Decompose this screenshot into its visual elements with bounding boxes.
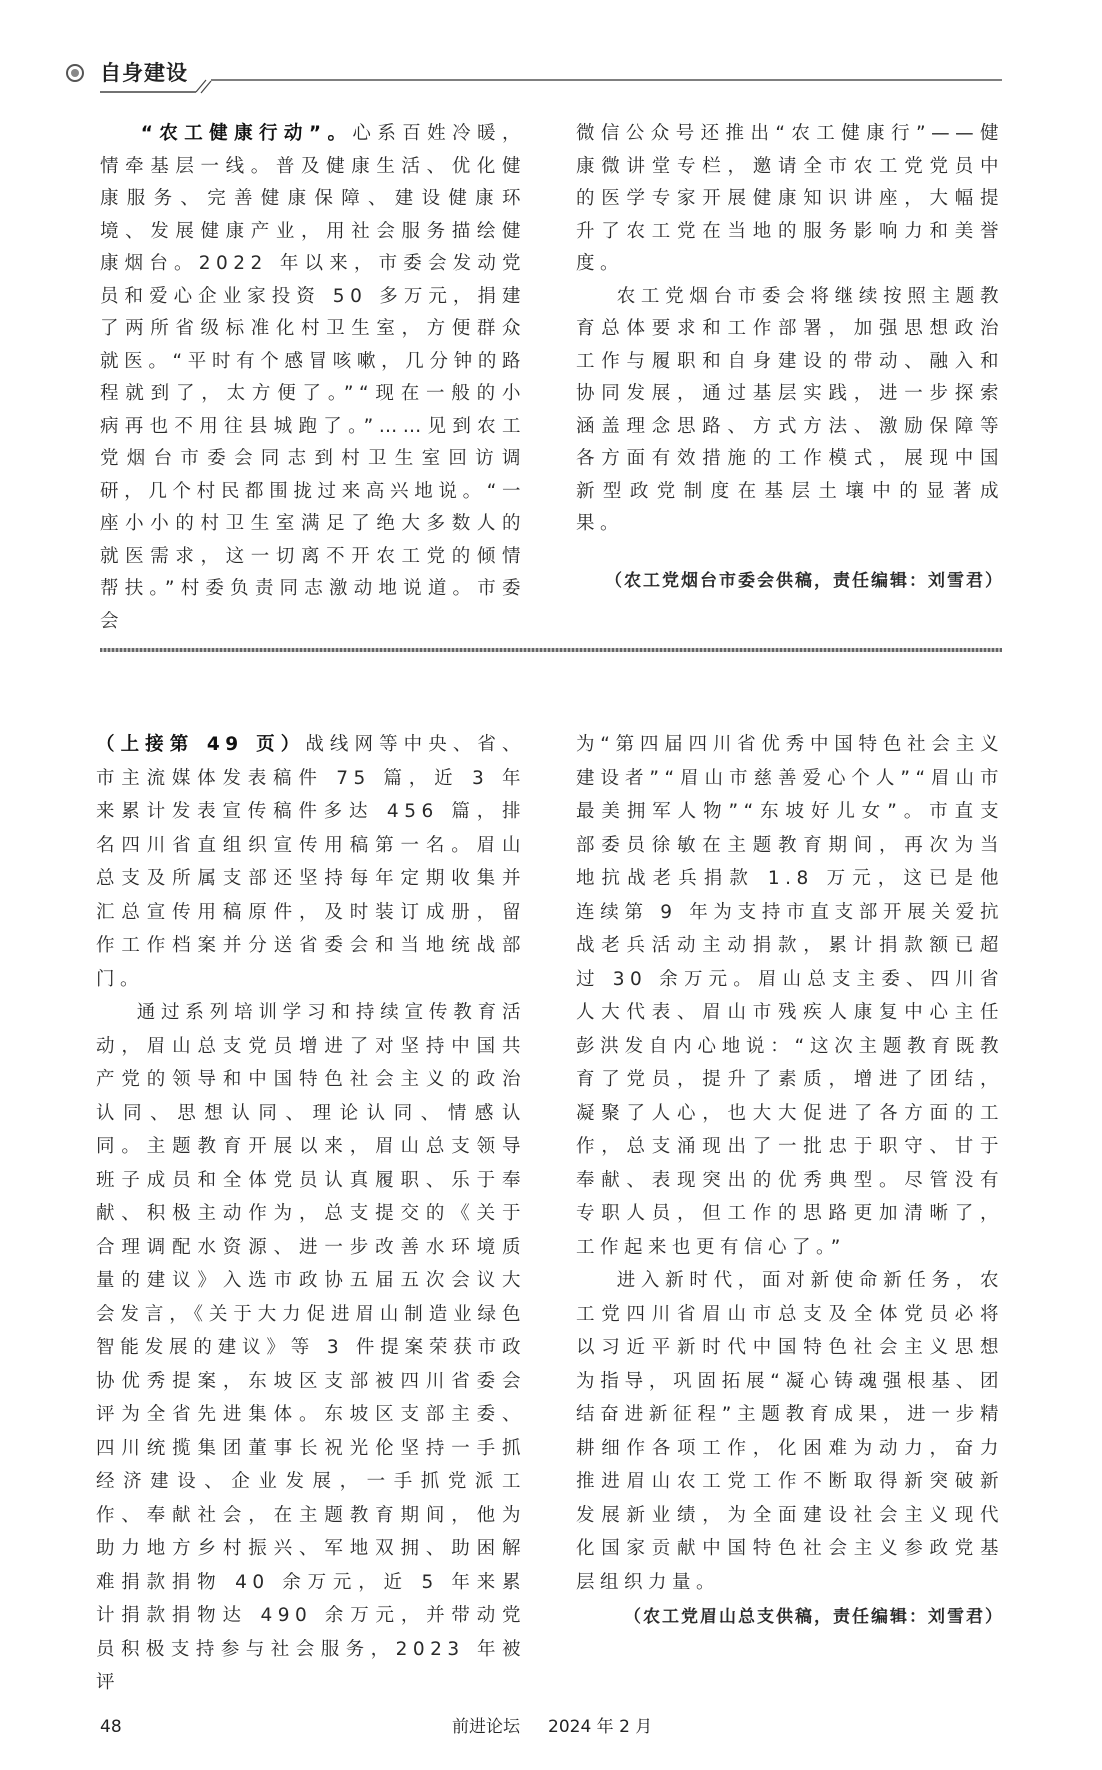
paragraph: 通过系列培训学习和持续宣传教育活动，眉山总支党员增进了对坚持中国共产党的领导和中国特色社会主义的政治认同、思想认同、理论认同、情感认同。主题教育开展以来，眉山总支领导班子成员和全体党员认真履职、乐于奉献、积极主动作为，总支提交的《关于合理调配水资源、进一步改善水环境质量的建议》入选市政协五届五次会议大会发言，《关于大力促进眉山制造业绿色智能发展的建议》等 3 件提案荣获市政协优秀提案，东坡区支部被四川省委会评为全省先进集体。东坡区支部主委、四川统揽集团董事长祝光伦坚持一手抓经济建设、企业发展，一手抓党派工作、奉献社会，在主题教育期间，他为助力地方乡村振兴、军地双拥、助困解难捐款捐物 40 余万元，近 5 年来累计捐款捐物达 490 余万元，并带动党员积极支持参与社会服务，2023 年被评 [96, 1002, 526, 1693]
section-title: 自身建设 [100, 61, 188, 85]
article-credit: （农工党烟台市委会供稿，责任编辑：刘雪君） [605, 570, 1004, 591]
bottom-right-column [576, 728, 1004, 1635]
continued-from-label: （上接第 49 页） [96, 734, 306, 755]
bottom-left-column [96, 728, 526, 1700]
paragraph-text: 战线网等中央、省、市主流媒体发表稿件 75 篇，近 3 年来累计发表宣传稿件多达 456 篇，排名四川省直组织宣传用稿第一名。眉山总支及所属支部还坚持每年定期收集并汇总宣传用稿原件，及时装订成册，留作工作档案并分送省委会和当地统战部门。 [96, 734, 526, 990]
paragraph: 微信公众号还推出“农工健康行”——健康微讲堂专栏，邀请全市农工党党员中的医学专家开展健康知识讲座，大幅提升了农工党在当地的服务影响力和美誉度。 [576, 123, 1004, 274]
page-footer [96, 1714, 1004, 1740]
top-article [96, 118, 1004, 638]
paragraph: 为“第四届四川省优秀中国特色社会主义建设者”“眉山市慈善爱心个人”“眉山市最美拥军人物”“东坡好儿女”。市直支部委员徐敏在主题教育期间，再次为当地抗战老兵捐款 1.8 万元，这已是他连续第 9 年为支持市直支部开展关爱抗战老兵活动主动捐款，累计捐款额已超过 30 余万元。眉山总支主委、四川省人大代表、眉山市残疾人康复中心主任彭洪发自内心地说：“这次主题教育既教育了党员，提升了素质，增进了团结，凝聚了人心，也大大促进了各方面的工作，总支涌现出了一批忠于职守、甘于奉献、表现突出的优秀典型。尽管没有专职人员，但工作的思路更加清晰了，工作起来也更有信心了。” [576, 734, 1004, 1258]
bottom-article [96, 728, 1004, 1700]
article-credit: （农工党眉山总支供稿，责任编辑：刘雪君） [624, 1607, 1004, 1627]
paragraph [100, 118, 526, 638]
paragraph: 农工党烟台市委会将继续按照主题教育总体要求和工作部署，加强思想政治工作与履职和自身建设的带动、融入和协同发展，通过基层实践，进一步探索涵盖理念思路、方式方法、激励保障等各方面有效措施的工作模式，展现中国新型政党制度在基层土壤中的显著成果。 [576, 285, 1004, 534]
magazine-name: 前进论坛 [452, 1716, 520, 1737]
paragraph: 进入新时代，面对新使命新任务，农工党四川省眉山市总支及全体党员必将以习近平新时代中国特色社会主义思想为指导，巩固拓展“凝心铸魂强根基、团结奋进新征程”主题教育成果，进一步精耕细作各项工作，化困难为动力，奋力推进眉山农工党工作不断取得新突破新发展新业绩，为全面建设社会主义现代化国家贡献中国特色社会主义参政党基层组织力量。 [576, 1270, 1004, 1593]
lead-heading: “农工健康行动”。 [140, 123, 353, 144]
article-divider [100, 648, 1002, 652]
paragraph-text: 心系百姓冷暖，情牵基层一线。普及健康生活、优化健康服务、完善健康保障、建设健康环境、发展健康产业，用社会服务描绘健康烟台。2022 年以来，市委会发动党员和爱心企业家投资 50 多万元，捐建了两所省级标准化村卫生室，方便群众就医。“平时有个感冒咳嗽，几分钟的路程就到了，太方便了。”“现在一般的小病再也不用往县城跑了。”……见到农工党烟台市委会同志到村卫生室回访调研，几个村民都围拢过来高兴地说。“一座小小的村卫生室满足了绝大多数人的就医需求，这一切离不开农工党的倾情帮扶。”村委负责同志激动地说道。市委会 [100, 123, 526, 632]
top-left-column [96, 118, 526, 638]
page-number: 48 [100, 1716, 122, 1737]
paragraph [96, 728, 526, 996]
top-right-column [576, 118, 1004, 597]
issue-date: 2024 年 2 月 [548, 1716, 653, 1737]
